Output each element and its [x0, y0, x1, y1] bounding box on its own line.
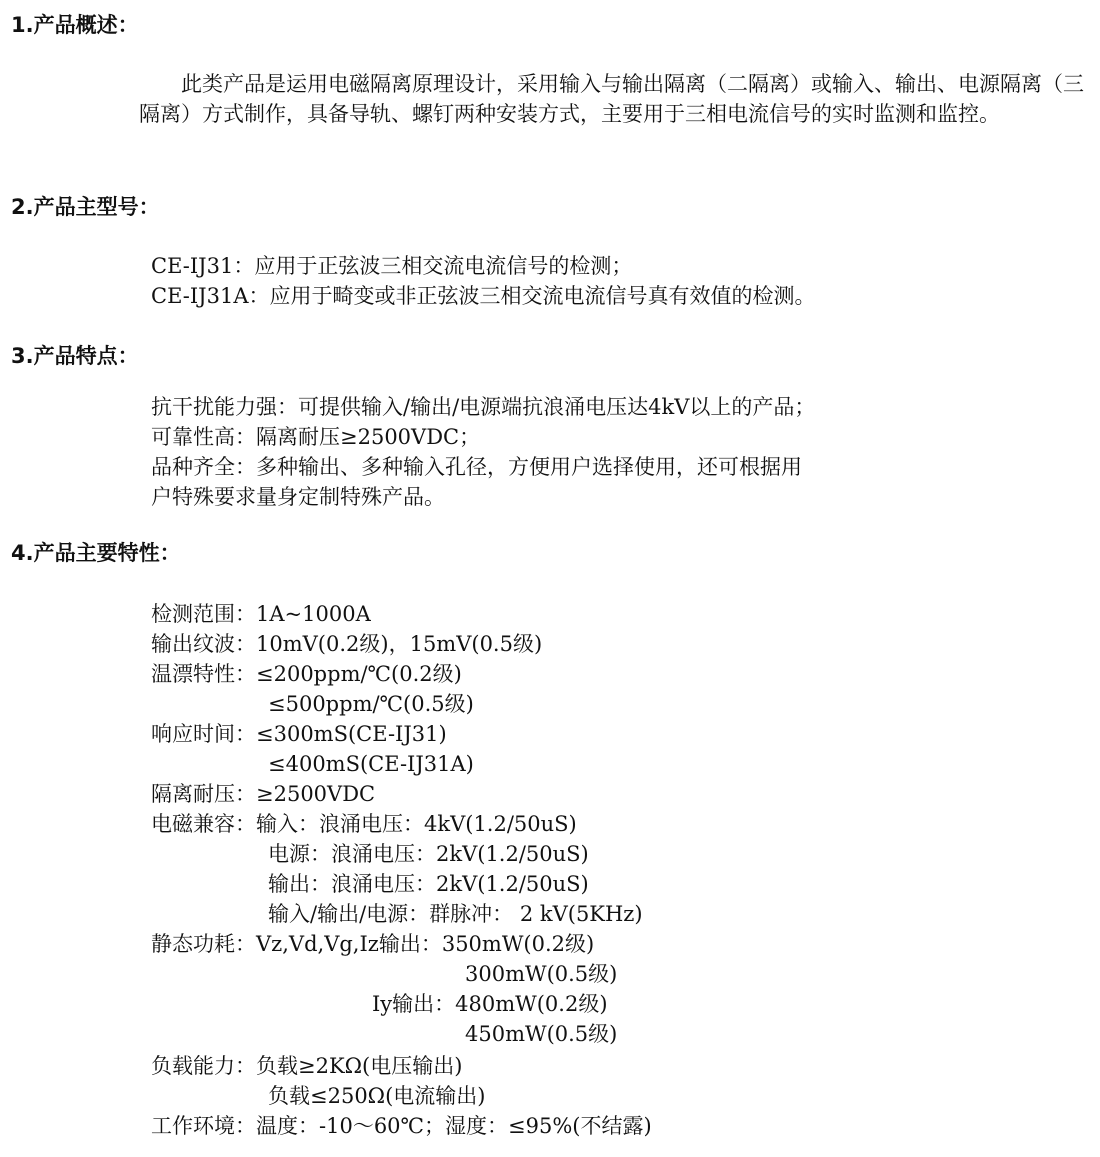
- spec-line: 温漂特性：≤200ppm/℃(0.2级): [151, 662, 462, 686]
- feature-line: 品种齐全：多种输出、多种输入孔径，方便用户选择使用，还可根据用: [151, 455, 802, 479]
- spec-line: 输出：浪涌电压：2kV(1.2/50uS): [268, 872, 589, 896]
- spec-line: 负载≤250Ω(电流输出): [268, 1084, 486, 1108]
- spec-line: 负载能力：负载≥2KΩ(电压输出): [151, 1054, 463, 1078]
- feature-line: 可靠性高：隔离耐压≥2500VDC；: [151, 425, 481, 449]
- model-line-ce-ij31: CE-IJ31：应用于正弦波三相交流电流信号的检测；: [151, 254, 633, 278]
- section-title-overview: 1.产品概述：: [11, 13, 139, 37]
- spec-line: 300mW(0.5级): [465, 962, 618, 986]
- spec-line: 响应时间：≤300mS(CE-IJ31): [151, 722, 447, 746]
- feature-line: 户特殊要求量身定制特殊产品。: [151, 485, 445, 509]
- spec-line: 输入/输出/电源：群脉冲： 2 kV(5KHz): [268, 902, 643, 926]
- feature-line: 抗干扰能力强：可提供输入/输出/电源端抗浪涌电压达4kV以上的产品；: [151, 395, 816, 419]
- spec-line: 450mW(0.5级): [465, 1022, 618, 1046]
- spec-line: 隔离耐压：≥2500VDC: [151, 782, 376, 806]
- spec-line: 电磁兼容：输入：浪涌电压：4kV(1.2/50uS): [151, 812, 577, 836]
- section-title-features: 3.产品特点：: [11, 344, 139, 368]
- spec-line: 检测范围：1A~1000A: [151, 602, 371, 626]
- spec-line: ≤500ppm/℃(0.5级): [268, 692, 474, 716]
- section-title-models: 2.产品主型号：: [11, 195, 160, 219]
- spec-line: 工作环境：温度：-10～60℃；湿度：≤95%(不结露): [151, 1114, 652, 1138]
- overview-paragraph: 此类产品是运用电磁隔离原理设计，采用输入与输出隔离（二隔离）或输入、输出、电源隔离（三隔离）方式制作，具备导轨、螺钉两种安装方式，主要用于三相电流信号的实时监测和监控。: [139, 72, 1084, 126]
- spec-line: ≤400mS(CE-IJ31A): [268, 752, 474, 776]
- model-line-ce-ij31a: CE-IJ31A：应用于畸变或非正弦波三相交流电流信号真有效值的检测。: [151, 284, 816, 308]
- spec-line: 输出纹波：10mV(0.2级)，15mV(0.5级): [151, 632, 543, 656]
- section-title-specs: 4.产品主要特性：: [11, 541, 181, 565]
- spec-line: 静态功耗：Vz,Vd,Vg,Iz输出：350mW(0.2级): [151, 932, 595, 956]
- spec-line: Iy输出：480mW(0.2级): [372, 992, 608, 1016]
- spec-line: 电源：浪涌电压：2kV(1.2/50uS): [268, 842, 589, 866]
